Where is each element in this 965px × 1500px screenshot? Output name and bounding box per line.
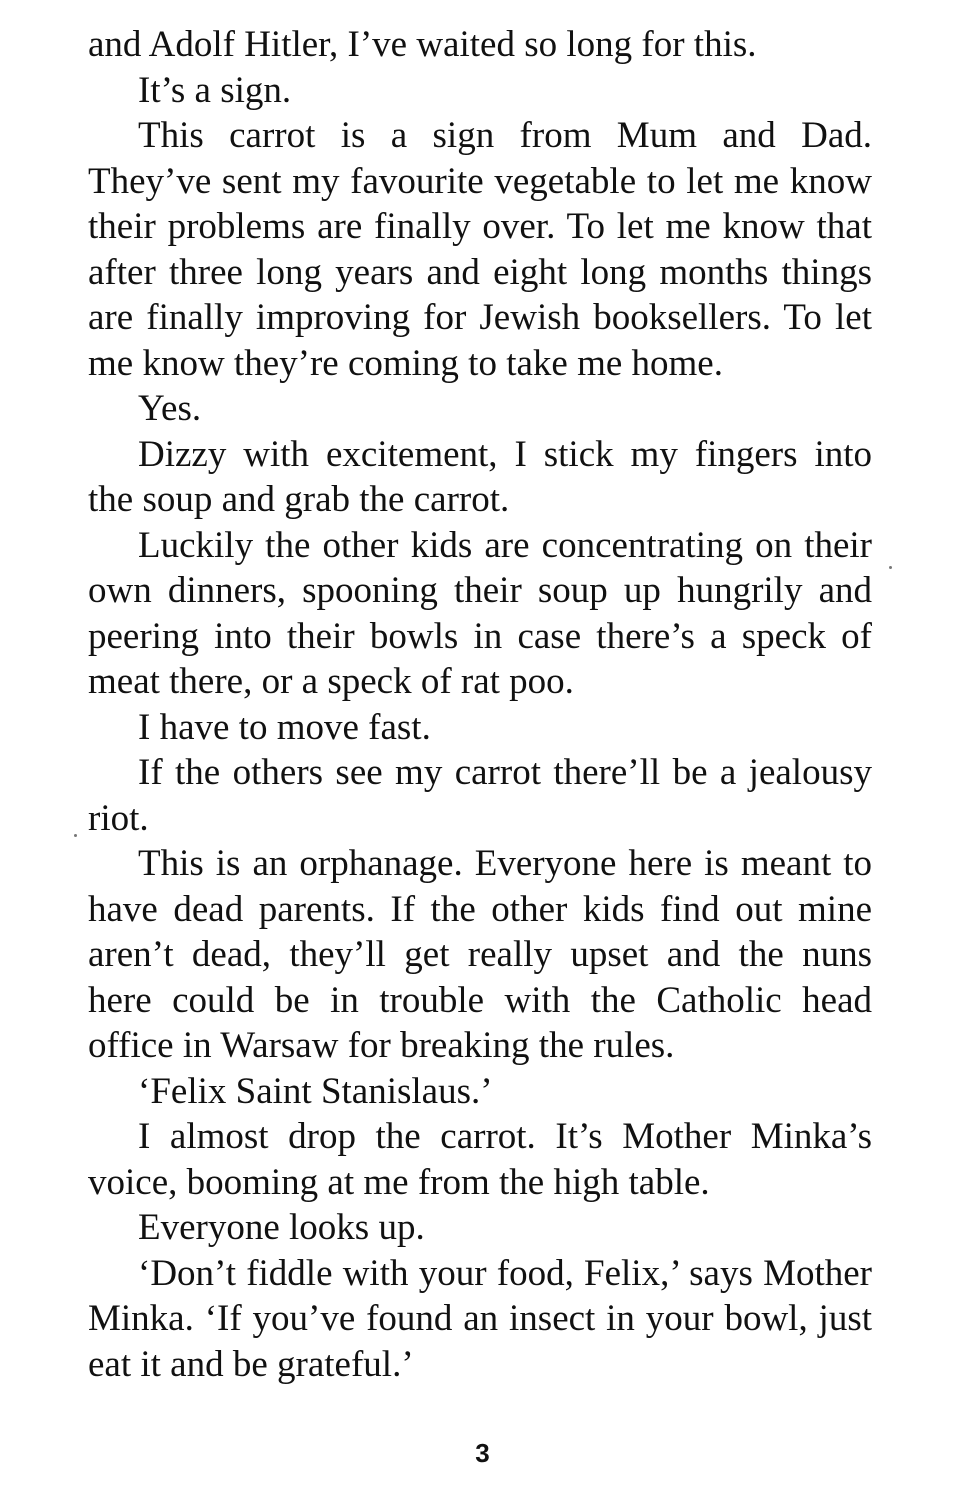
paragraph: I have to move fast. — [138, 706, 431, 748]
paragraph: I almost drop the carrot. It’s Mother Minka’s voice, booming at me from the high table. — [88, 1116, 872, 1203]
paragraph: If the others see my carrot there’ll be a jealousy riot. — [88, 752, 872, 839]
body-text — [88, 22, 872, 1387]
scan-speck — [889, 566, 892, 569]
paragraph: This carrot is a sign from Mum and Dad. They’ve sent my favourite vegetable to let me know their problems are finally over. To let me know that after three long years and eight long months things are finally improving for Jewish booksellers. To let me know they’re coming to take me home. — [88, 115, 872, 384]
paragraph: Dizzy with excitement, I stick my fingers into the soup and grab the carrot. — [88, 433, 872, 520]
page-number: 3 — [475, 1438, 490, 1468]
paragraph: Luckily the other kids are concentrating on their own dinners, spooning their soup up hungrily and peering into their bowls in case there’s a speck of meat there, or a speck of rat poo. — [88, 524, 872, 702]
paragraph: ‘Don’t fiddle with your food, Felix,’ says Mother Minka. ‘If you’ve found an insect in your bowl, just eat it and be grateful.’ — [88, 1252, 872, 1385]
paragraph: This is an orphanage. Everyone here is meant to have dead parents. If the other kids find out mine aren’t dead, they’ll get really upset and the nuns here could be in trouble with the Catholic head office in Warsaw for breaking the rules. — [88, 843, 872, 1066]
scan-speck — [74, 834, 77, 837]
paragraph: It’s a sign. — [138, 69, 292, 111]
paragraph: Yes. — [138, 388, 202, 429]
paragraph: and Adolf Hitler, I’ve waited so long for this. — [88, 24, 757, 65]
paragraph: Everyone looks up. — [138, 1207, 425, 1248]
paragraph: ‘Felix Saint Stanislaus.’ — [138, 1070, 493, 1112]
